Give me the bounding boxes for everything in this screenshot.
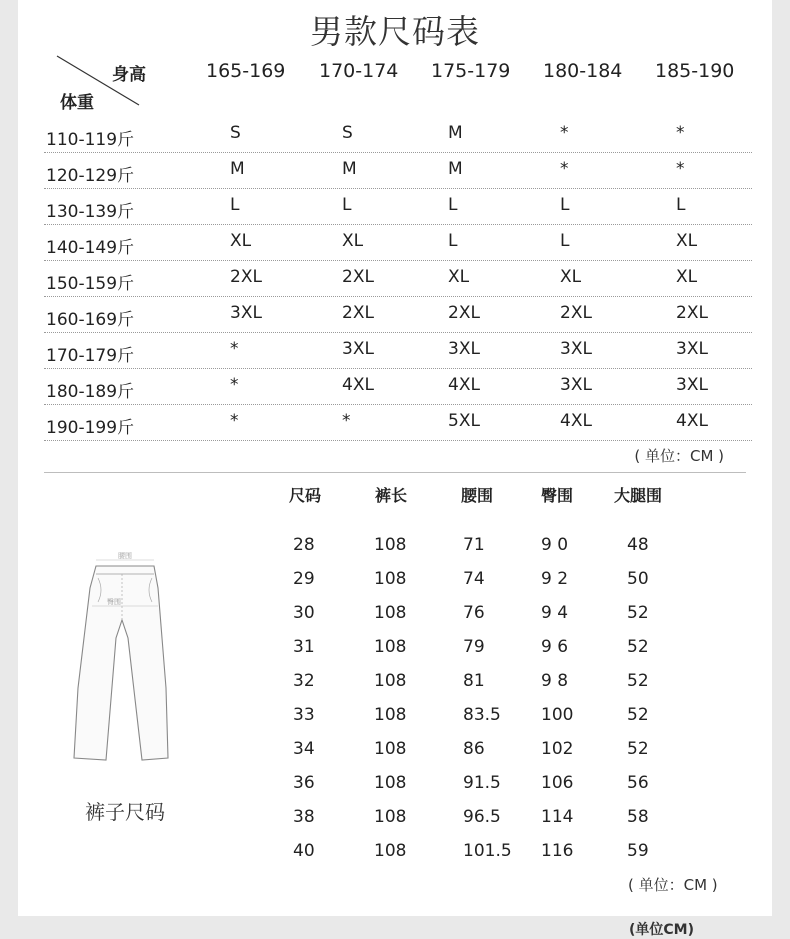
size-cell: * xyxy=(230,375,239,395)
pants-cell: 32 xyxy=(293,671,315,691)
weight-cell: 180-189斤 xyxy=(46,382,135,402)
table-row xyxy=(44,368,752,405)
pants-cell: 9 4 xyxy=(541,603,569,623)
size-cell: L xyxy=(560,195,570,215)
pants-size-label: 裤子尺码 xyxy=(85,800,165,824)
size-cell: 3XL xyxy=(676,339,708,359)
unit-note-top: ( 单位：CM ) xyxy=(634,447,724,465)
table-row xyxy=(44,152,752,189)
table-row xyxy=(44,188,752,225)
corner-height-label: 身高 xyxy=(112,65,146,85)
size-cell: 3XL xyxy=(560,375,592,395)
table-row xyxy=(44,224,752,261)
pants-cell: 108 xyxy=(374,603,407,623)
pants-cell: 28 xyxy=(293,535,315,555)
pants-cell: 76 xyxy=(463,603,485,623)
size-cell: L xyxy=(676,195,686,215)
table-row xyxy=(44,260,752,297)
pants-cell: 79 xyxy=(463,637,485,657)
pants-cell: 31 xyxy=(293,637,315,657)
corner-weight-label: 体重 xyxy=(60,93,94,113)
pants-cell: 108 xyxy=(374,841,407,861)
size-cell: 2XL xyxy=(560,303,592,323)
pants-cell: 50 xyxy=(627,569,649,589)
pants-cell: 102 xyxy=(541,739,574,759)
pants-cell: 9 2 xyxy=(541,569,569,589)
section-divider xyxy=(44,472,746,473)
weight-cell: 150-159斤 xyxy=(46,274,135,294)
table-row xyxy=(44,404,752,441)
pants-cell: 116 xyxy=(541,841,574,861)
size-cell: XL xyxy=(230,231,252,251)
pants-cell: 48 xyxy=(627,535,649,555)
size-cell: 3XL xyxy=(448,339,480,359)
size-cell: 3XL xyxy=(342,339,374,359)
size-cell: * xyxy=(560,123,569,143)
weight-cell: 130-139斤 xyxy=(46,202,135,222)
size-cell: * xyxy=(676,159,685,179)
pants-cell: 101.5 xyxy=(463,841,512,861)
size-cell: XL xyxy=(676,231,698,251)
pants-cell: 108 xyxy=(374,739,407,759)
pants-cell: 33 xyxy=(293,705,315,725)
size-cell: 4XL xyxy=(342,375,374,395)
pants-cell: 108 xyxy=(374,569,407,589)
height-col-header: 170-174 xyxy=(319,60,399,82)
size-cell: 4XL xyxy=(560,411,592,431)
pants-cell: 71 xyxy=(463,535,485,555)
size-cell: 3XL xyxy=(560,339,592,359)
pants-cell: 52 xyxy=(627,603,649,623)
size-cell: M xyxy=(448,123,463,143)
size-cell: L xyxy=(342,195,352,215)
pants-cell: 91.5 xyxy=(463,773,501,793)
waist-label: 腰围 xyxy=(118,552,132,560)
size-cell: S xyxy=(230,123,241,143)
height-col-header: 165-169 xyxy=(206,60,286,82)
size-cell: XL xyxy=(560,267,582,287)
pants-cell: 9 6 xyxy=(541,637,569,657)
pants-cell: 34 xyxy=(293,739,315,759)
pants-cell: 56 xyxy=(627,773,649,793)
pants-cell: 108 xyxy=(374,705,407,725)
pants-cell: 52 xyxy=(627,637,649,657)
pants-col-header: 臀围 xyxy=(541,486,574,505)
pants-cell: 58 xyxy=(627,807,649,827)
pants-cell: 96.5 xyxy=(463,807,501,827)
size-cell: XL xyxy=(342,231,364,251)
pants-cell: 9 8 xyxy=(541,671,569,691)
size-cell: * xyxy=(342,411,351,431)
size-cell: M xyxy=(230,159,245,179)
pants-cell: 40 xyxy=(293,841,315,861)
pants-cell: 106 xyxy=(541,773,574,793)
size-cell: * xyxy=(230,411,239,431)
size-cell: * xyxy=(230,339,239,359)
height-col-header: 175-179 xyxy=(431,60,511,82)
pants-col-header: 尺码 xyxy=(289,486,322,505)
pants-cell: 86 xyxy=(463,739,485,759)
pants-cell: 52 xyxy=(627,705,649,725)
pants-cell: 81 xyxy=(463,671,485,691)
pants-cell: 108 xyxy=(374,671,407,691)
pants-cell: 108 xyxy=(374,637,407,657)
table-row xyxy=(44,296,752,333)
pants-cell: 100 xyxy=(541,705,574,725)
pants-col-header: 大腿围 xyxy=(614,486,663,505)
size-cell: XL xyxy=(676,267,698,287)
pants-cell: 108 xyxy=(374,535,407,555)
pants-diagram xyxy=(58,548,184,768)
pants-col-header: 腰围 xyxy=(461,486,494,505)
size-cell: 4XL xyxy=(676,411,708,431)
page-title: 男款尺码表 xyxy=(310,12,480,51)
weight-cell: 120-129斤 xyxy=(46,166,135,186)
pants-cell: 74 xyxy=(463,569,485,589)
size-cell: 3XL xyxy=(230,303,262,323)
weight-cell: 140-149斤 xyxy=(46,238,135,258)
footer-unit-note: (单位CM) xyxy=(629,922,695,938)
size-cell: 4XL xyxy=(448,375,480,395)
size-cell: * xyxy=(676,123,685,143)
pants-cell: 38 xyxy=(293,807,315,827)
size-cell: M xyxy=(342,159,357,179)
size-cell: 3XL xyxy=(676,375,708,395)
pants-cell: 83.5 xyxy=(463,705,501,725)
size-cell: XL xyxy=(448,267,470,287)
size-cell: 5XL xyxy=(448,411,480,431)
size-cell: 2XL xyxy=(448,303,480,323)
pants-cell: 52 xyxy=(627,739,649,759)
size-cell: L xyxy=(230,195,240,215)
weight-cell: 190-199斤 xyxy=(46,418,135,438)
pants-cell: 108 xyxy=(374,807,407,827)
table-row xyxy=(44,332,752,369)
size-cell: L xyxy=(560,231,570,251)
size-cell: M xyxy=(448,159,463,179)
pants-cell: 36 xyxy=(293,773,315,793)
weight-cell: 110-119斤 xyxy=(46,130,135,150)
size-cell: S xyxy=(342,123,353,143)
size-cell: * xyxy=(560,159,569,179)
unit-note-bottom: ( 单位：CM ) xyxy=(628,876,718,894)
pants-cell: 30 xyxy=(293,603,315,623)
pants-cell: 114 xyxy=(541,807,574,827)
weight-cell: 170-179斤 xyxy=(46,346,135,366)
size-cell: 2XL xyxy=(676,303,708,323)
size-cell: L xyxy=(448,195,458,215)
table-row xyxy=(44,116,752,153)
pants-cell: 9 0 xyxy=(541,535,569,555)
pants-cell: 59 xyxy=(627,841,649,861)
size-cell: 2XL xyxy=(230,267,262,287)
size-cell: 2XL xyxy=(342,267,374,287)
hip-label: 臀围 xyxy=(107,598,121,606)
pants-col-header: 裤长 xyxy=(375,486,408,505)
pants-cell: 29 xyxy=(293,569,315,589)
size-cell: 2XL xyxy=(342,303,374,323)
pants-cell: 52 xyxy=(627,671,649,691)
height-col-header: 180-184 xyxy=(543,60,623,82)
pants-cell: 108 xyxy=(374,773,407,793)
height-col-header: 185-190 xyxy=(655,60,735,82)
size-cell: L xyxy=(448,231,458,251)
weight-cell: 160-169斤 xyxy=(46,310,135,330)
